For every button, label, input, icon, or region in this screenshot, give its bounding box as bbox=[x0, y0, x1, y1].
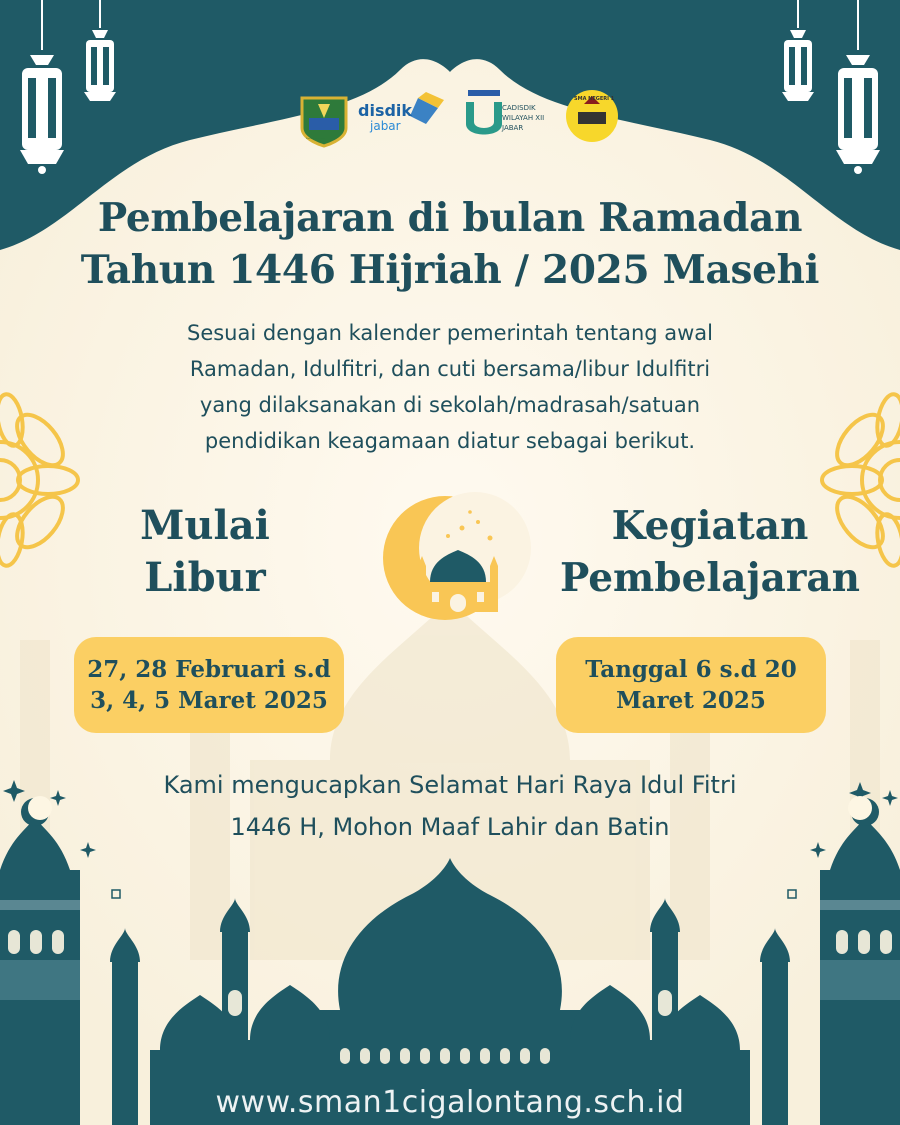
website-url[interactable]: www.sman1cigalontang.sch.id bbox=[215, 1085, 685, 1120]
intro-paragraph bbox=[110, 315, 790, 459]
disdik-logo-text-bottom: jabar bbox=[370, 119, 401, 133]
closing-greeting bbox=[70, 764, 830, 848]
learning-dates-badge bbox=[556, 637, 826, 733]
learning-dates-line-2: Maret 2025 bbox=[616, 687, 766, 714]
holiday-heading-line-1: Mulai bbox=[140, 502, 270, 549]
jabar-logo-text: Provinsi Jawa Barat bbox=[306, 138, 326, 140]
cadisdik-logo-text-1: CADISDIK bbox=[502, 104, 536, 112]
learning-heading bbox=[540, 500, 880, 604]
cadisdik-logo-text-3: JABAR bbox=[502, 124, 524, 132]
holiday-heading-line-2: Libur bbox=[144, 554, 266, 601]
title-line-2: Tahun 1446 Hijriah / 2025 Masehi bbox=[80, 247, 820, 293]
intro-line-2: Ramadan, Idulfitri, dan cuti bersama/libur Idulfitri bbox=[189, 357, 711, 381]
cadisdik-logo-text-2: WILAYAH XII bbox=[502, 114, 545, 122]
learning-dates-line-1: Tanggal 6 s.d 20 bbox=[585, 656, 797, 683]
holiday-dates-line-1: 27, 28 Februari s.d bbox=[87, 656, 331, 683]
holiday-dates-line-2: 3, 4, 5 Maret 2025 bbox=[90, 687, 328, 714]
closing-line-2: 1446 H, Mohon Maaf Lahir dan Batin bbox=[230, 813, 670, 841]
holiday-dates-badge bbox=[74, 637, 344, 733]
learning-heading-line-1: Kegiatan bbox=[611, 503, 809, 549]
intro-line-1: Sesuai dengan kalender pemerintah tentang awal bbox=[186, 321, 714, 345]
holiday-heading bbox=[95, 500, 315, 604]
learning-heading-line-2: Pembelajaran bbox=[559, 555, 861, 601]
sma-logo-text: SMA NEGERI 1 bbox=[574, 96, 615, 102]
disdik-logo-text-top: disdik bbox=[358, 101, 413, 120]
page-title bbox=[40, 192, 860, 296]
intro-line-3: yang dilaksanakan di sekolah/madrasah/satuan bbox=[199, 393, 701, 417]
title-line-1: Pembelajaran di bulan Ramadan bbox=[97, 195, 803, 241]
closing-line-1: Kami mengucapkan Selamat Hari Raya Idul Fitri bbox=[163, 771, 737, 799]
intro-line-4: pendidikan keagamaan diatur sebagai berikut. bbox=[204, 429, 696, 453]
